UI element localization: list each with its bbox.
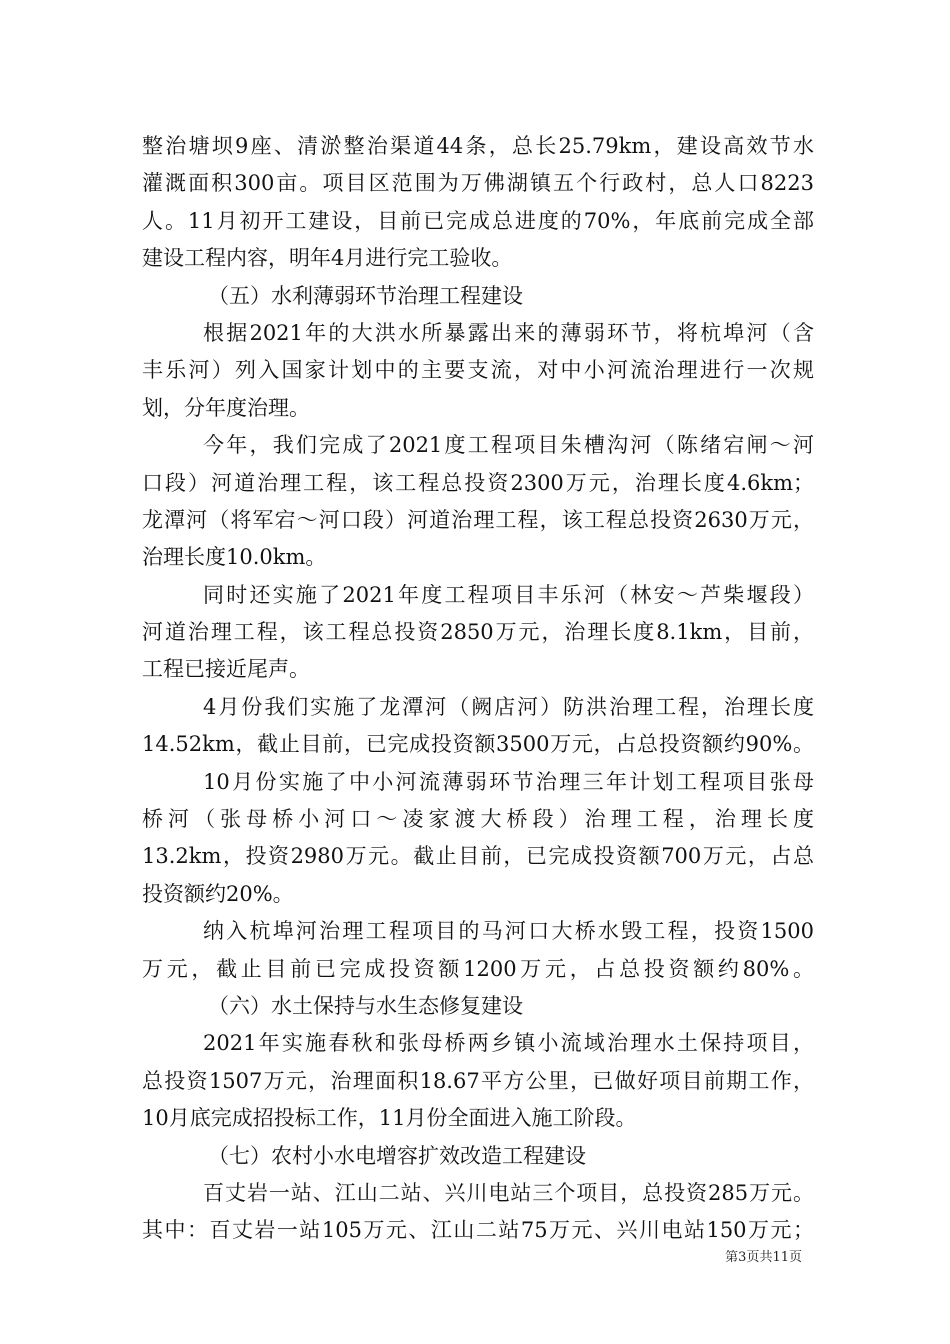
body-text xyxy=(142,128,814,1250)
text-line: 万元，截止目前已完成投资额1200万元，占总投资额约80%。 xyxy=(142,956,814,981)
text-line: 河道治理工程，该工程总投资2850万元，治理长度8.1km，目前， xyxy=(142,620,814,645)
text-line: 总投资1507万元，治理面积18.67平方公里，已做好项目前期工作， xyxy=(142,1068,814,1093)
text-line: 13.2km，投资2980万元。截止目前，已完成投资额700万元，占总 xyxy=(142,844,814,869)
section-heading-6: （六）水土保持与水生态修复建设 xyxy=(208,993,523,1018)
text-line: 2021年实施春秋和张母桥两乡镇小流域治理水土保持项目， xyxy=(203,1031,814,1056)
page-number-footer: 第3页共11页 xyxy=(725,1250,802,1265)
text-line: 工程已接近尾声。 xyxy=(142,657,310,682)
section-heading-7: （七）农村小水电增容扩效改造工程建设 xyxy=(208,1143,586,1168)
text-line: 灌溉面积300亩。项目区范围为万佛湖镇五个行政村，总人口8223 xyxy=(142,171,814,196)
text-line: 建设工程内容，明年4月进行完工验收。 xyxy=(142,246,513,271)
text-line: 14.52km，截止目前，已完成投资额3500万元，占总投资额约90%。 xyxy=(142,732,814,757)
text-line: 同时还实施了2021年度工程项目丰乐河（林安～芦柴堰段） xyxy=(203,582,814,607)
text-line: 人。11月初开工建设，目前已完成总进度的70%，年底前完成全部 xyxy=(142,208,814,233)
text-line: 4月份我们实施了龙潭河（阙店河）防洪治理工程，治理长度 xyxy=(203,694,814,719)
text-line: 纳入杭埠河治理工程项目的马河口大桥水毁工程，投资1500 xyxy=(203,919,814,944)
text-line: 10月底完成招投标工作，11月份全面进入施工阶段。 xyxy=(142,1106,637,1131)
text-line: 今年，我们完成了2021度工程项目朱槽沟河（陈绪宕闸～河 xyxy=(203,433,814,458)
text-line: 桥河（张母桥小河口～凌家渡大桥段）治理工程，治理长度 xyxy=(142,807,814,832)
text-line: 整治塘坝9座、清淤整治渠道44条，总长25.79km，建设高效节水 xyxy=(142,134,814,158)
section-heading-5: （五）水利薄弱环节治理工程建设 xyxy=(208,283,523,308)
text-line: 治理长度10.0km。 xyxy=(142,545,327,570)
text-line: 百丈岩一站、江山二站、兴川电站三个项目，总投资285万元。 xyxy=(203,1180,814,1205)
text-line: 其中：百丈岩一站105万元、江山二站75万元、兴川电站150万元； xyxy=(142,1218,814,1243)
text-line: 10月份实施了中小河流薄弱环节治理三年计划工程项目张母 xyxy=(203,769,814,794)
text-line: 根据2021年的大洪水所暴露出来的薄弱环节，将杭埠河（含 xyxy=(203,320,814,345)
text-line: 投资额约20%。 xyxy=(142,881,294,906)
text-line: 龙潭河（将军宕～河口段）河道治理工程，该工程总投资2630万元， xyxy=(142,507,814,532)
text-line: 划，分年度治理。 xyxy=(142,395,310,420)
text-line: 口段）河道治理工程，该工程总投资2300万元，治理长度4.6km； xyxy=(142,470,814,495)
text-line: 丰乐河）列入国家计划中的主要支流，对中小河流治理进行一次规 xyxy=(142,358,814,383)
